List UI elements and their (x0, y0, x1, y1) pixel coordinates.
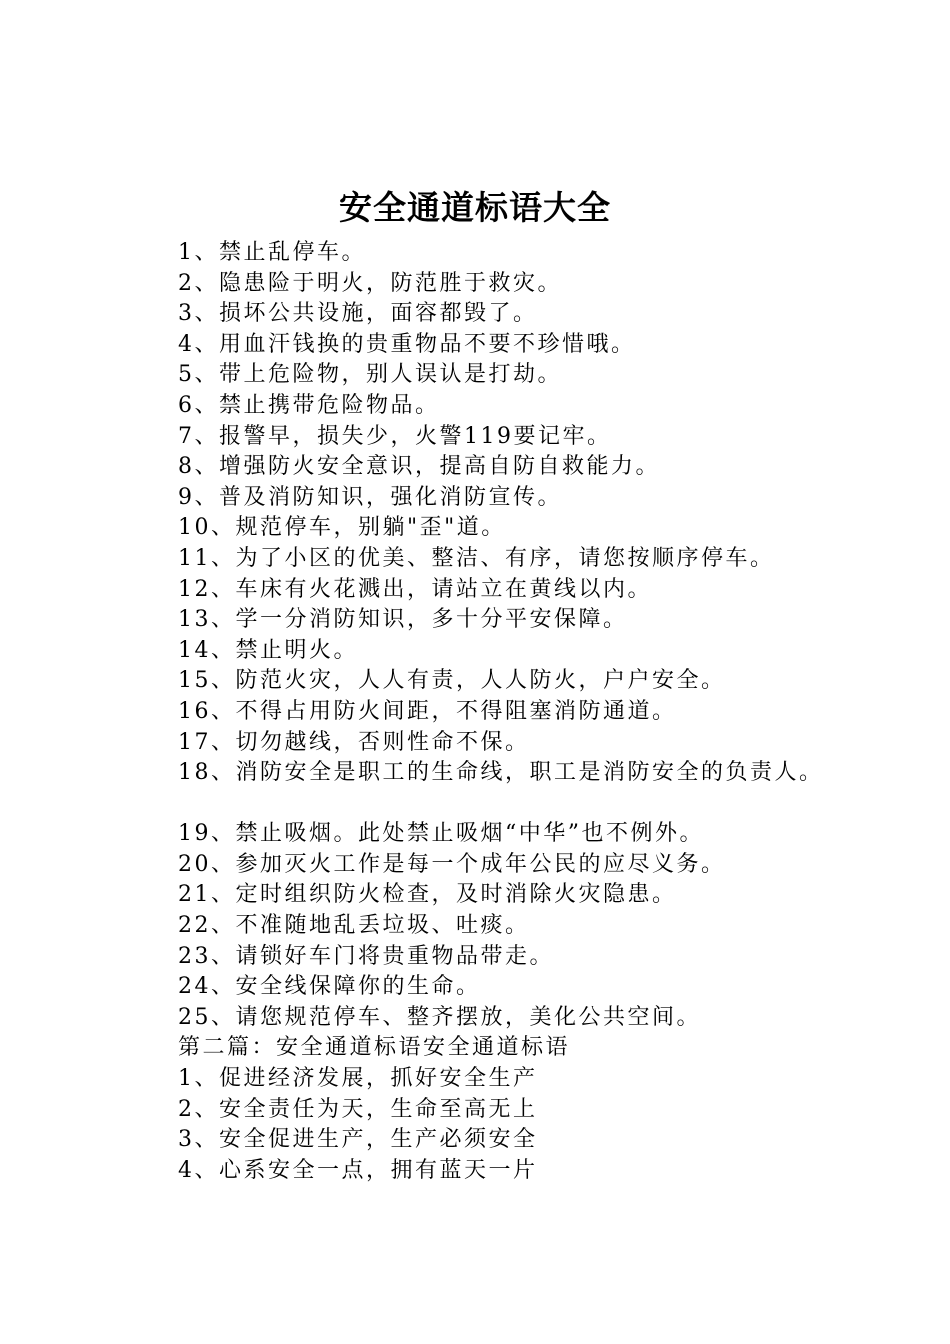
section2-line-4: 4、心系安全一点，拥有蓝天一片 (178, 1157, 538, 1183)
section2-line-2: 2、安全责任为天，生命至高无上 (178, 1096, 538, 1122)
slogan-line-19: 19、禁止吸烟。此处禁止吸烟“中华”也不例外。 (178, 821, 704, 847)
slogan-line-21: 21、定时组织防火检查，及时消除火灾隐患。 (178, 882, 677, 908)
slogan-line-2: 2、隐患险于明火，防范胜于救灾。 (178, 270, 562, 296)
slogan-line-18: 18、消防安全是职工的生命线，职工是消防安全的负责人。 (178, 760, 824, 786)
slogan-line-9: 9、普及消防知识，强化消防宣传。 (178, 484, 562, 510)
section2-line-1: 1、促进经济发展，抓好安全生产 (178, 1066, 538, 1092)
slogan-line-20: 20、参加灭火工作是每一个成年公民的应尽义务。 (178, 851, 726, 877)
slogan-line-1: 1、禁止乱停车。 (178, 240, 366, 265)
slogan-line-11: 11、为了小区的优美、整洁、有序，请您按顺序停车。 (178, 545, 775, 571)
slogan-line-25: 25、请您规范停车、整齐摆放，美化公共空间。 (178, 1004, 701, 1030)
slogan-list (178, 238, 938, 1186)
slogan-line-6: 6、禁止携带危险物品。 (178, 392, 440, 418)
section2-line-3: 3、安全促进生产，生产必须安全 (178, 1127, 538, 1153)
blank-line (178, 789, 938, 820)
slogan-line-7: 7、报警早，损失少，火警119要记牢。 (178, 423, 612, 449)
slogan-line-5: 5、带上危险物，别人误认是打劫。 (178, 362, 562, 388)
slogan-line-24: 24、安全线保障你的生命。 (178, 974, 481, 1000)
slogan-line-13: 13、学一分消防知识，多十分平安保障。 (178, 607, 628, 633)
section-heading: 第二篇：安全通道标语安全通道标语 (178, 1035, 571, 1061)
slogan-line-12: 12、车床有火花溅出，请站立在黄线以内。 (178, 576, 652, 602)
slogan-line-23: 23、请锁好车门将贵重物品带走。 (178, 943, 554, 969)
slogan-line-15: 15、防范火灾，人人有责，人人防火，户户安全。 (178, 668, 726, 694)
slogan-line-4: 4、用血汗钱换的贵重物品不要不珍惜哦。 (178, 331, 636, 357)
slogan-line-3: 3、损坏公共设施，面容都毁了。 (178, 301, 538, 327)
slogan-line-17: 17、切勿越线，否则性命不保。 (178, 729, 530, 755)
slogan-line-10: 10、规范停车，别躺"歪"道。 (178, 515, 506, 541)
document-title: 安全通道标语大全 (339, 188, 611, 227)
slogan-line-16: 16、不得占用防火间距，不得阻塞消防通道。 (178, 698, 677, 724)
slogan-line-22: 22、不准随地乱丢垃圾、吐痰。 (178, 913, 530, 939)
slogan-line-14: 14、禁止明火。 (178, 637, 358, 663)
slogan-line-8: 8、增强防火安全意识，提高自防自救能力。 (178, 454, 660, 480)
